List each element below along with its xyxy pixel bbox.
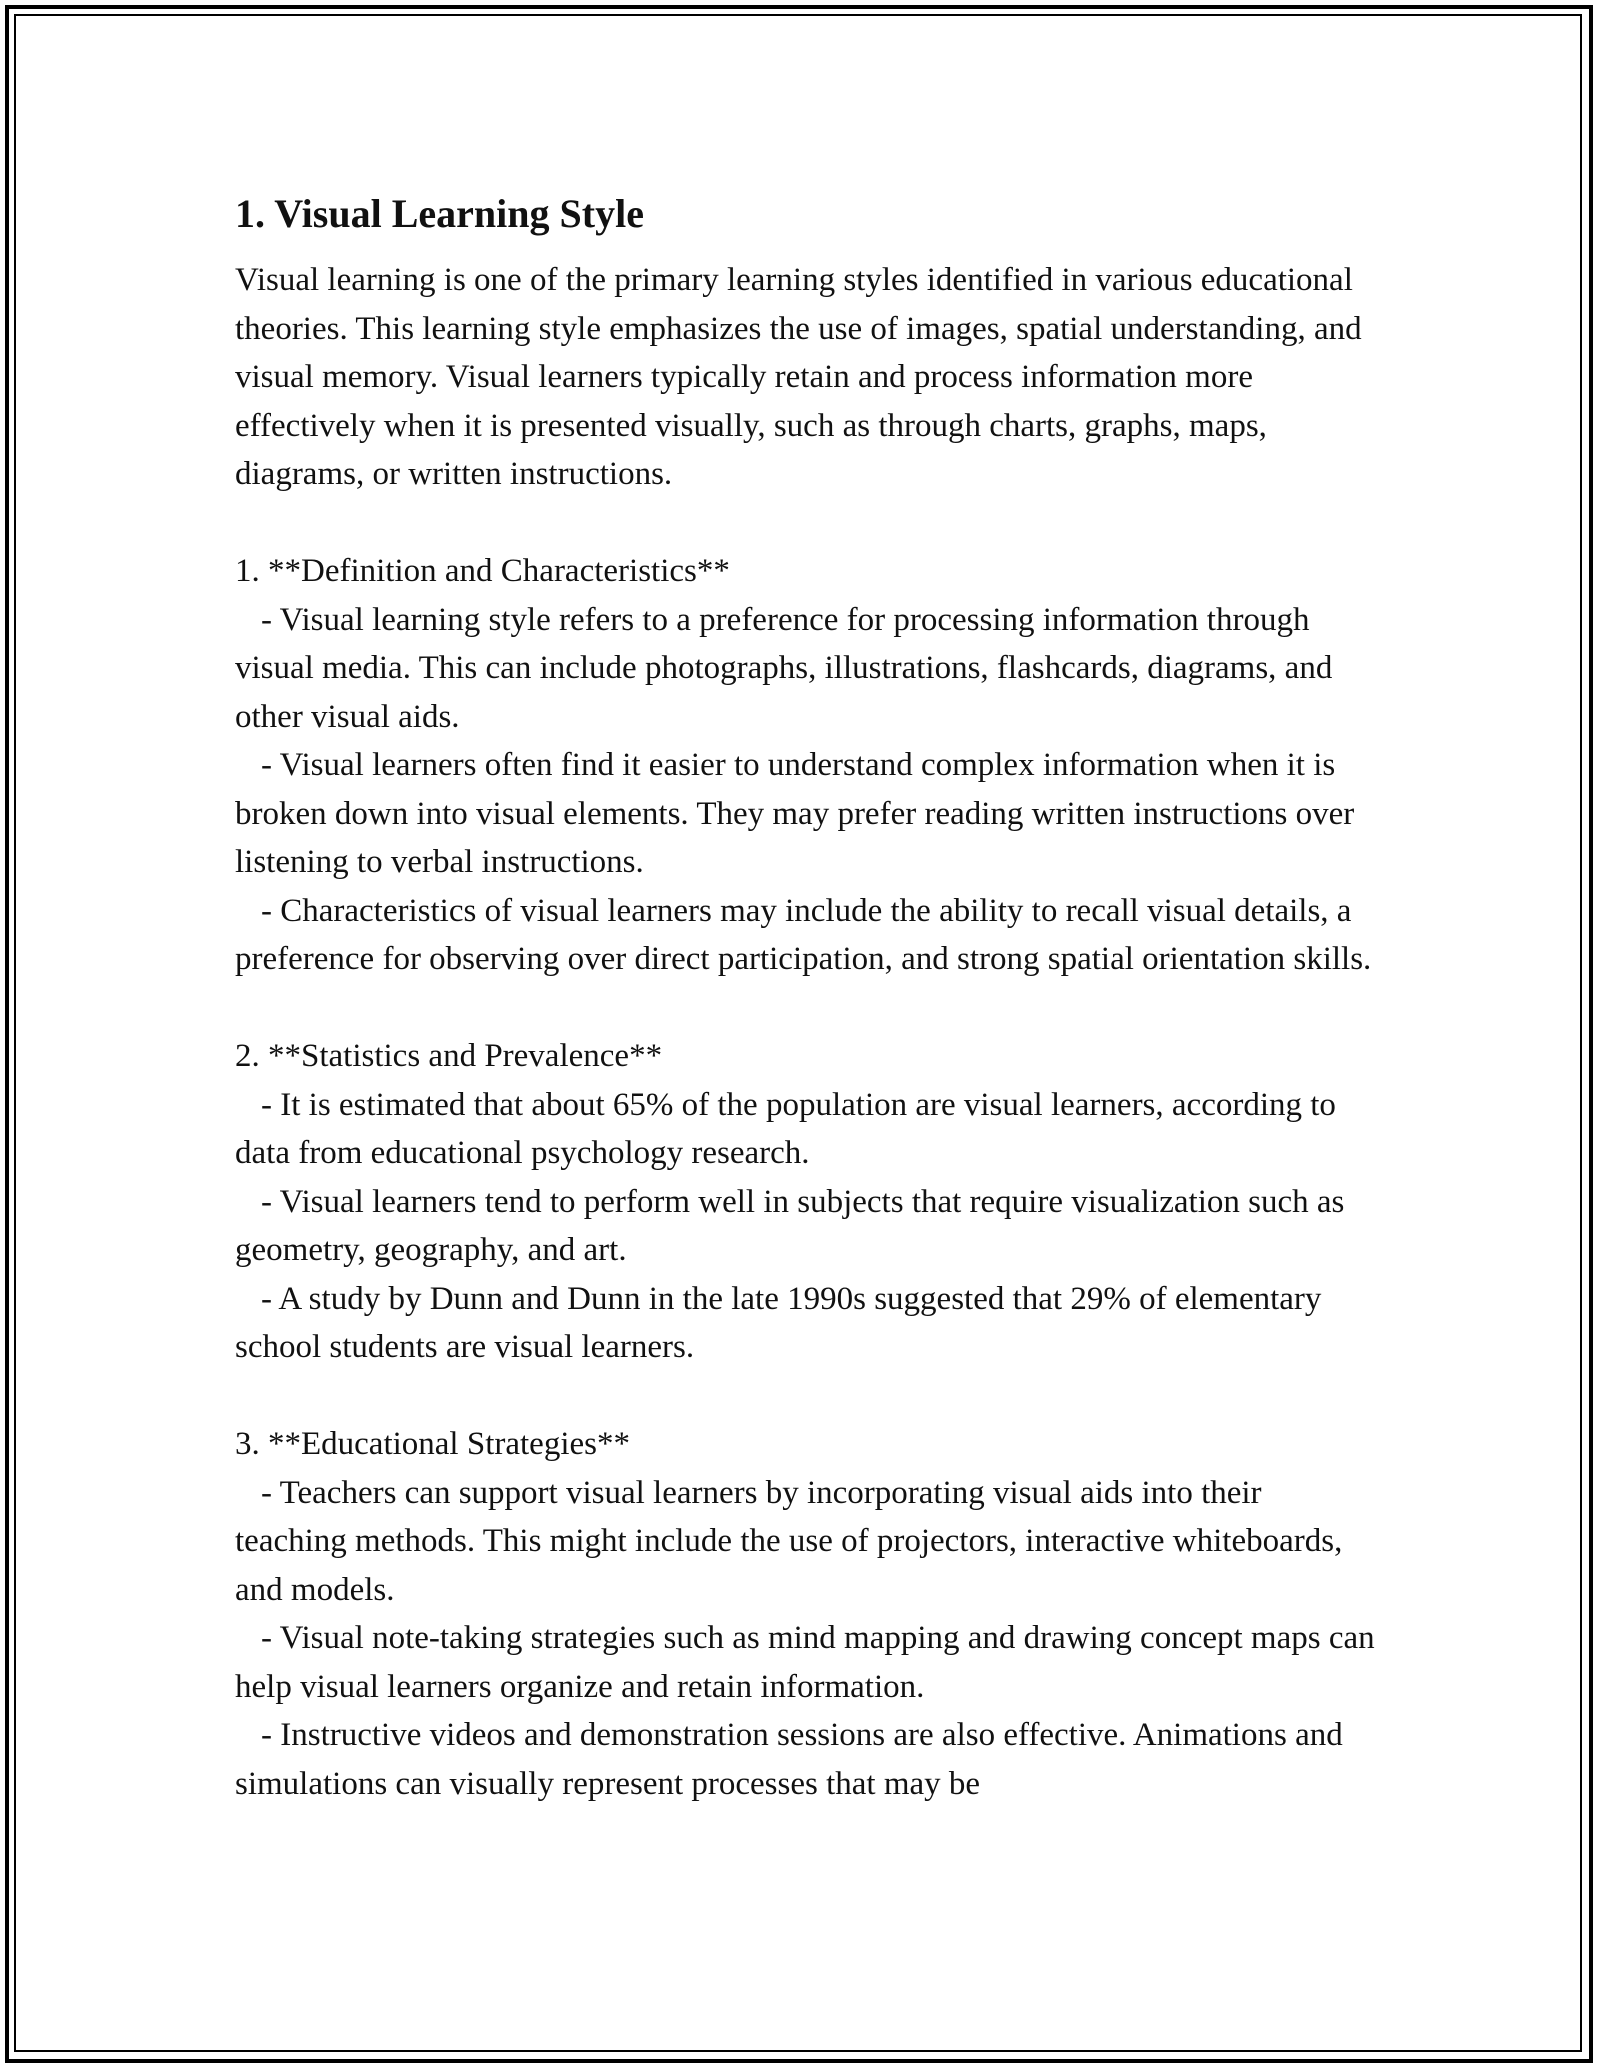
list-item: - Instructive videos and demonstration sessions are also effective. Animations and simulations can visually represent processes that may be: [235, 1717, 1343, 1802]
document-heading: 1. Visual Learning Style: [235, 191, 644, 236]
list-item: - Characteristics of visual learners may include the ability to recall visual details, a preference for observing over direct participation, and strong spatial orientation skills.: [235, 892, 1372, 977]
section-statistics: [235, 1032, 1375, 1372]
section-strategies: [235, 1420, 1375, 1808]
section-definition: [235, 547, 1375, 984]
intro-paragraph: Visual learning is one of the primary learning styles identified in various educational theories. This learning style emphasizes the use of images, spatial understanding, and visual memory. Visual learners typically retain and process information more effectively when it is presented visually, such as through charts, graphs, maps, diagrams, or written instructions.: [235, 262, 1362, 492]
list-item: - Teachers can support visual learners by incorporating visual aids into their teaching methods. This might include the use of projectors, interactive whiteboards, and models.: [235, 1474, 1343, 1608]
section-title: 1. **Definition and Characteristics**: [235, 553, 730, 589]
list-item: - It is estimated that about 65% of the population are visual learners, according to data from educational psychology research.: [235, 1086, 1336, 1171]
list-item: - Visual learners often find it easier to understand complex information when it is broken down into visual elements. They may prefer reading written instructions over listening to verbal instructions.: [235, 747, 1355, 880]
list-item: - Visual learning style refers to a preference for processing information through visual media. This can include photographs, illustrations, flashcards, diagrams, and other visual aids.: [235, 601, 1333, 735]
list-item: - A study by Dunn and Dunn in the late 1990s suggested that 29% of elementary school students are visual learners.: [235, 1280, 1322, 1365]
section-title: 3. **Educational Strategies**: [235, 1426, 630, 1462]
section-title: 2. **Statistics and Prevalence**: [235, 1038, 663, 1074]
list-item: - Visual note-taking strategies such as mind mapping and drawing concept maps can help visual learners organize and retain information.: [235, 1620, 1375, 1705]
document-body: [235, 185, 1375, 1808]
list-item: - Visual learners tend to perform well in subjects that require visualization such as geometry, geography, and art.: [235, 1183, 1345, 1268]
